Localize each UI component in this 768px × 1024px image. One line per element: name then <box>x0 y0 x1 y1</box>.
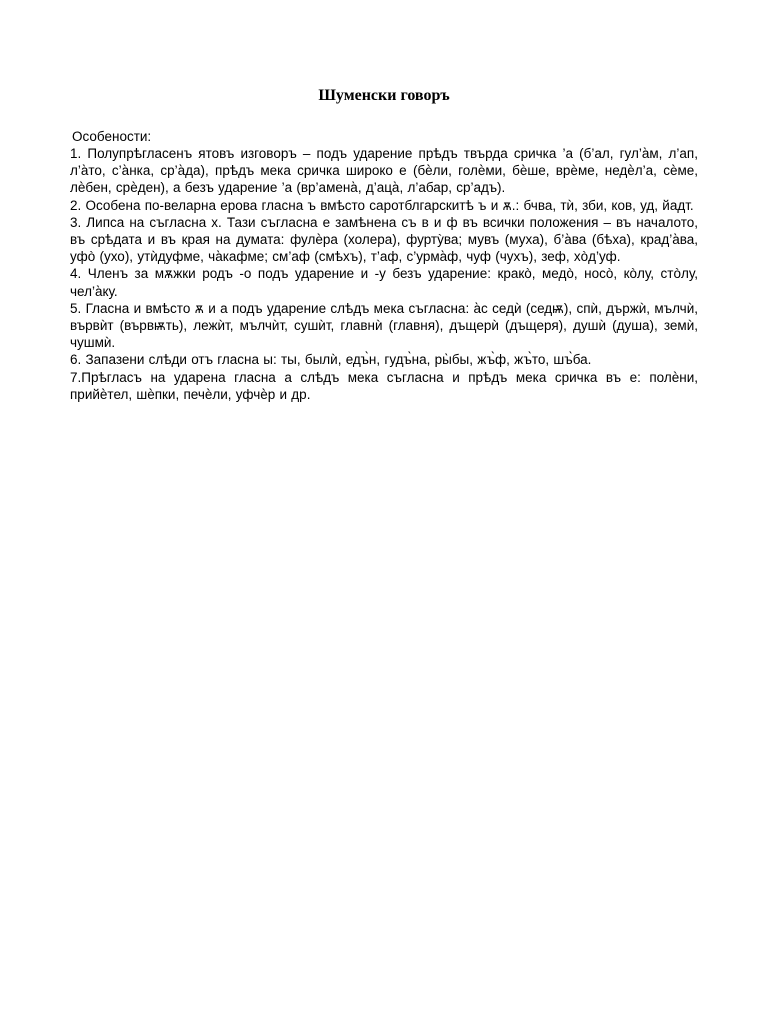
feature-item-3: 3. Липса на съгласна х. Тази съгласна е замѣнена съ в и ф въ всички положения – въ началото, въ срѣдата и въ края на думата: фулѐра (холера), фуртỳва; мувъ (муха), б’а̀ва (бѣха), крад’а̀ва, уфò (ухо), утѝдуфме, ча̀кафме; см’аф (смѣхъ), т’аф, с’урма̀ф, чуф (чухъ), зеф, хòд’уф. <box>70 214 698 265</box>
document-page <box>70 86 698 403</box>
features-subheading: Особености: <box>72 129 152 144</box>
feature-item-2: 2. Особена по-веларна ерова гласна ъ вмѣсто саротблгарскитѣ ъ и ѫ.: бчва, тѝ, зби, ков, уд, йадт. <box>70 197 694 213</box>
feature-item-7: 7.Прѣгласъ на ударена гласна а слѣдъ мека съгласна и прѣдъ мека сричка въ е: полѐни, прийѐтел, шѐпки, печѐли, уфчѐр и др. <box>70 369 698 402</box>
feature-item-4: 4. Членъ за мѫжки родъ -о подъ ударение и -у безъ ударение: кракò, медò, носò, кòлу, стòлу, чел’а̀ку. <box>70 266 698 299</box>
feature-item-6: 6. Запазени слѣди отъ гласна ы: ты, былѝ, едъ̀н, гудъ̀на, ры̀бы, жъ̀ф, жъ̀то, шъ̀ба. <box>70 352 592 368</box>
document-title: Шуменски говоръ <box>318 87 450 104</box>
features-list <box>70 145 698 403</box>
feature-item-5: 5. Гласна и вмѣсто ѫ и а подъ ударение слѣдъ мека съгласна: а̀с седѝ (седѭ), спѝ, държѝ, мълчѝ, вървѝт (вървѭть), лежѝт, мълчѝт, сушѝт, главнѝ (главня), дъщерѝ (дъщеря), душѝ (душа), земѝ, чушмѝ. <box>70 300 698 351</box>
feature-item-1: 1. Полупрѣгласенъ ятовъ изговоръ – подъ ударение прѣдъ твърда сричка ’а (б’ал, гул’а̀м, л’ап, л’а̀то, с’а̀нка, ср’а̀да), прѣдъ мека сричка широко е (бѐли, голѐми, бѐше, врѐме, недѐл’а, сѐме, лѐбен, срѐден), а безъ ударение ’а (вр’амена̀, д’аца̀, л’абар, ср’адъ). <box>70 146 698 196</box>
